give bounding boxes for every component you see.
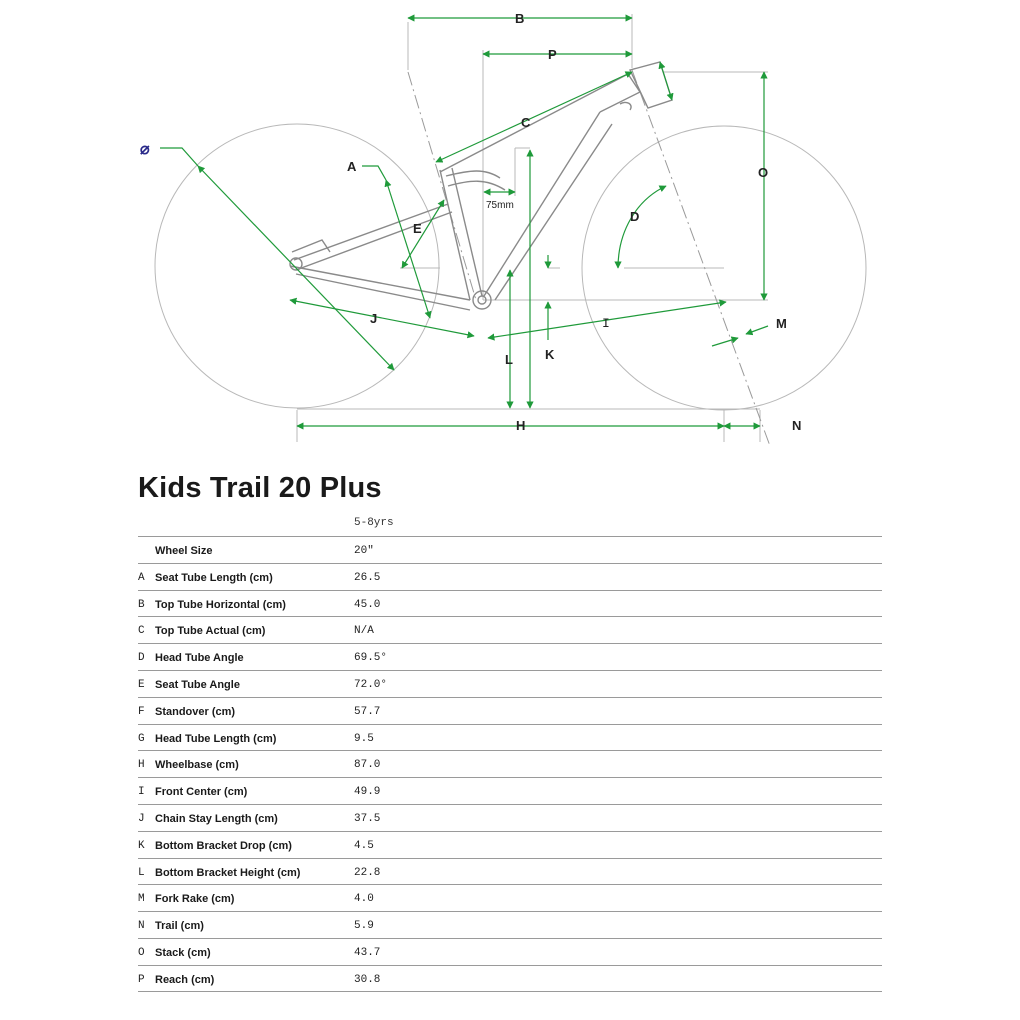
label-b: B xyxy=(515,11,525,26)
arrow-diameter-leader xyxy=(160,148,198,166)
row-value: 22.8 xyxy=(354,866,381,879)
row-label: Bottom Bracket Drop (cm) xyxy=(155,839,292,852)
label-c: C xyxy=(521,115,531,130)
table-row xyxy=(138,911,882,938)
geometry-table xyxy=(138,536,882,992)
row-label: Bottom Bracket Height (cm) xyxy=(155,866,301,879)
row-code: M xyxy=(138,893,145,906)
table-row xyxy=(138,804,882,831)
row-value: 4.0 xyxy=(354,893,374,906)
table-row xyxy=(138,750,882,777)
table-row xyxy=(138,938,882,965)
row-code: E xyxy=(138,678,145,691)
arrow-diameter xyxy=(198,166,394,370)
label-75mm: 75mm xyxy=(486,200,514,211)
row-label: Reach (cm) xyxy=(155,973,215,986)
row-label: Top Tube Actual (cm) xyxy=(155,625,266,638)
label-d: D xyxy=(630,209,640,224)
label-e: E xyxy=(413,221,422,236)
row-value: 43.7 xyxy=(354,946,381,959)
size-column-header: 5-8yrs xyxy=(354,517,394,529)
row-label: Wheelbase (cm) xyxy=(155,759,239,772)
row-label: Front Center (cm) xyxy=(155,786,248,799)
table-row xyxy=(138,724,882,751)
arrow-m-left xyxy=(712,338,738,346)
row-value: 57.7 xyxy=(354,705,381,718)
label-p: P xyxy=(548,47,557,62)
page-title: Kids Trail 20 Plus xyxy=(138,472,382,504)
arrow-g xyxy=(660,62,672,100)
table-row xyxy=(138,670,882,697)
row-code: G xyxy=(138,732,145,745)
table-row xyxy=(138,563,882,590)
row-label: Trail (cm) xyxy=(155,920,204,933)
row-value: 5.9 xyxy=(354,920,374,933)
row-label: Seat Tube Length (cm) xyxy=(155,571,273,584)
row-value: 9.5 xyxy=(354,732,374,745)
bike-frame xyxy=(290,62,672,310)
label-m: M xyxy=(776,316,787,331)
rear-wheel xyxy=(155,124,439,408)
row-label: Seat Tube Angle xyxy=(155,678,240,691)
row-value: 49.9 xyxy=(354,786,381,799)
table-row xyxy=(138,777,882,804)
row-code: D xyxy=(138,652,145,665)
row-label: Fork Rake (cm) xyxy=(155,893,235,906)
row-code: P xyxy=(138,973,145,986)
arrow-c xyxy=(436,72,632,162)
row-label: Wheel Size xyxy=(155,545,213,557)
row-code: F xyxy=(138,705,145,718)
table-row xyxy=(138,697,882,724)
row-value: 37.5 xyxy=(354,812,381,825)
row-value: 20" xyxy=(354,545,374,557)
label-i: I xyxy=(602,316,610,331)
guide-lines xyxy=(297,14,768,442)
row-code: O xyxy=(138,946,145,959)
table-row xyxy=(138,616,882,643)
row-label: Head Tube Length (cm) xyxy=(155,732,277,745)
arrow-d xyxy=(618,186,666,268)
arrow-a-leader xyxy=(362,166,386,180)
row-label: Chain Stay Length (cm) xyxy=(155,812,278,825)
row-label: Head Tube Angle xyxy=(155,652,244,665)
row-code: K xyxy=(138,839,145,852)
row-value: 45.0 xyxy=(354,598,381,611)
label-l: L xyxy=(505,352,513,367)
table-row xyxy=(138,965,882,992)
row-code: L xyxy=(138,866,145,879)
row-value: 87.0 xyxy=(354,759,381,772)
row-code: H xyxy=(138,759,145,772)
table-row xyxy=(138,858,882,885)
label-o: O xyxy=(758,165,769,180)
row-value: 72.0° xyxy=(354,678,388,691)
row-value: 69.5° xyxy=(354,652,388,665)
label-j: J xyxy=(370,311,378,326)
row-code: I xyxy=(138,786,145,799)
row-label: Standover (cm) xyxy=(155,705,236,718)
arrow-e xyxy=(402,200,444,268)
row-code: J xyxy=(138,812,145,825)
row-value: 4.5 xyxy=(354,839,374,852)
row-label: Stack (cm) xyxy=(155,946,211,959)
label-k: K xyxy=(545,347,555,362)
row-value: 30.8 xyxy=(354,973,381,986)
row-label: Top Tube Horizontal (cm) xyxy=(155,598,286,611)
table-row xyxy=(138,831,882,858)
row-value: N/A xyxy=(354,625,374,638)
row-code: N xyxy=(138,920,145,933)
geometry-diagram xyxy=(0,0,1020,460)
arrow-m-right xyxy=(746,326,768,334)
row-code: B xyxy=(138,598,145,611)
label-n: N xyxy=(792,418,802,433)
table-row xyxy=(138,536,882,563)
label-diameter: ⌀ xyxy=(140,141,150,158)
row-value: 26.5 xyxy=(354,571,381,584)
table-row xyxy=(138,884,882,911)
table-row xyxy=(138,643,882,670)
label-a: A xyxy=(347,159,357,174)
row-code: A xyxy=(138,571,145,584)
label-h: H xyxy=(516,418,526,433)
row-code: C xyxy=(138,625,145,638)
table-row xyxy=(138,590,882,617)
